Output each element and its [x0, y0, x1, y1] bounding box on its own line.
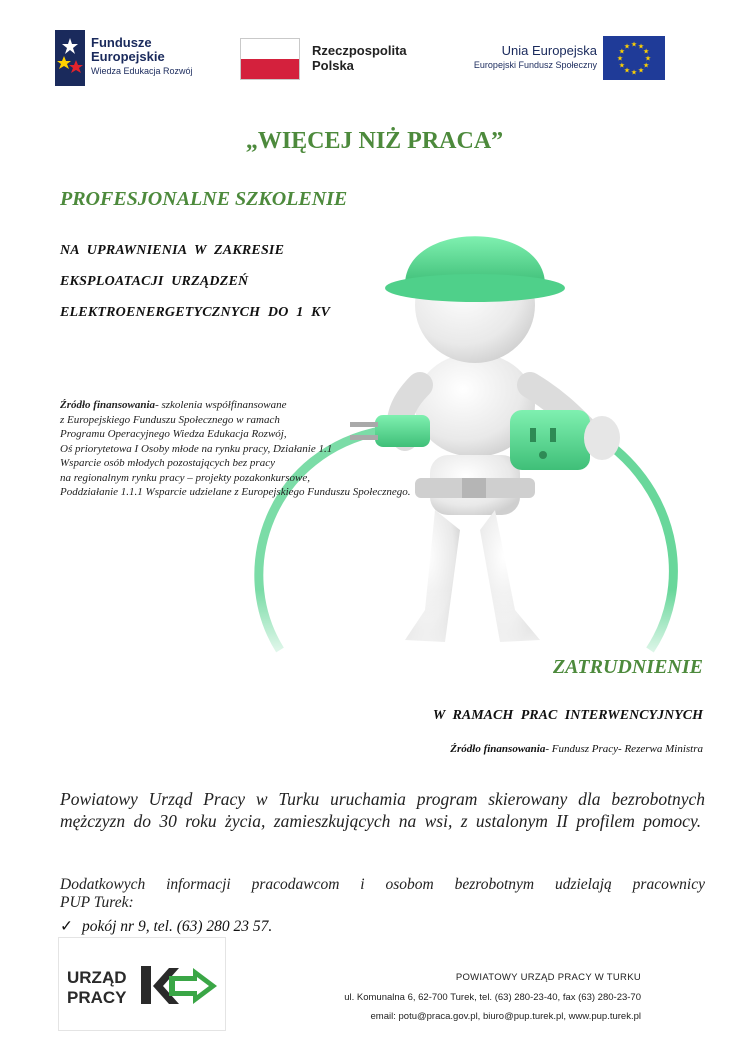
funding-line: Poddziałanie 1.1.1 Wsparcie udzielane z Europejskiego Funduszu Społecznego. [60, 486, 411, 498]
funding-line: Wsparcie osób młodych pozostających bez pracy [60, 457, 275, 469]
funding-line: na regionalnym rynku pracy – projekty pozakonkursowe, [60, 471, 310, 484]
fundusze-name: Fundusze Europejskie [91, 35, 165, 64]
employment-title: ZATRUDNIENIE [552, 656, 703, 678]
funding-text: - Fundusz Pracy- Rezerwa Ministra [545, 743, 703, 755]
fundusze-star-icon [55, 30, 85, 86]
eu-star-icon: ★ [616, 54, 624, 63]
contact-text: pokój nr 9, tel. (63) 280 23 57. [82, 918, 273, 935]
rzeczpospolita-name: Rzeczpospolita Polska [312, 43, 407, 73]
eu-star-icon: ★ [623, 66, 631, 75]
training-title: PROFESJONALNE SZKOLENIE [60, 188, 348, 210]
eu-star-icon: ★ [637, 42, 645, 51]
additional-info [60, 876, 705, 912]
funding-line: Programu Operacyjnego Wiedza Edukacja Rozwój, [60, 428, 287, 440]
urzad-pracy-logo [58, 937, 226, 1031]
eu-star-icon: ★ [644, 54, 652, 63]
eu-star-icon: ★ [630, 68, 638, 77]
funding-label: Źródło finansowania [60, 399, 156, 411]
contact-item [60, 917, 272, 936]
footer-address: ul. Komunalna 6, 62-700 Turek, tel. (63) 280-23-40, fax (63) 280-23-70 [344, 992, 641, 1003]
main-title: „WIĘCEJ NIŻ PRACA” [245, 128, 504, 154]
additional-info-line-1: Dodatkowych informacji pracodawcom i osobom bezrobotnym udzielają pracownicy [60, 876, 705, 893]
footer-email: email: potu@praca.gov.pl, biuro@pup.turek.pl, www.pup.turek.pl [370, 1011, 641, 1022]
pup-logo-line-2: PRACY [67, 988, 127, 1007]
funding-line: z Europejskiego Funduszu Społecznego w ramach [60, 413, 280, 426]
employment-subtitle: W RAMACH PRAC INTERWENCYJNYCH [432, 708, 703, 723]
program-description: Powiatowy Urząd Pracy w Turku uruchamia program skierowany dla bezrobotnych mężczyzn do 30 roku życia, zamieszkujących na wsi, z ustalonym II profilem pomocy. [60, 789, 705, 831]
eu-star-icon: ★ [642, 61, 650, 70]
employment-funding-note [450, 743, 703, 755]
eu-star-icon: ★ [637, 66, 645, 75]
funding-line: Oś priorytetowa I Osoby młode na rynku pracy, Działanie 1.1 [60, 442, 333, 455]
eu-star-icon: ★ [623, 42, 631, 51]
training-subject-line-3: ELEKTROENERGETYCZNYCH DO 1 KV [60, 305, 331, 320]
training-subject-line-1: NA UPRAWNIENIA W ZAKRESIE [60, 243, 285, 258]
training-funding-note [60, 398, 530, 500]
fundusze-europejskie-logo [55, 30, 215, 86]
checkmark-icon: ✓ [60, 918, 73, 935]
funding-label: Źródło finansowania [450, 743, 546, 755]
eu-star-icon: ★ [618, 47, 626, 56]
eu-flag-icon [603, 36, 665, 80]
footer-office-name: POWIATOWY URZĄD PRACY W TURKU [455, 972, 641, 983]
training-subject-line-2: EKSPLOATACJI URZĄDZEŃ [60, 274, 249, 289]
eu-star-icon: ★ [630, 40, 638, 49]
additional-info-line-2: PUP Turek: [60, 894, 134, 911]
funding-line: - szkolenia współfinansowane [155, 399, 287, 411]
eu-subtitle: Europejski Fundusz Społeczny [473, 60, 597, 70]
eu-name: Unia Europejska [501, 43, 597, 58]
unia-europejska-logo [455, 36, 665, 82]
urzad-pracy-arrow-icon [139, 964, 219, 1008]
poland-flag-icon [240, 38, 300, 80]
eu-star-icon: ★ [618, 61, 626, 70]
fundusze-subtitle: Wiedza Edukacja Rozwój [91, 66, 193, 76]
pup-logo-line-1: URZĄD [67, 968, 127, 987]
eu-star-icon: ★ [642, 47, 650, 56]
rzeczpospolita-logo [240, 38, 440, 82]
